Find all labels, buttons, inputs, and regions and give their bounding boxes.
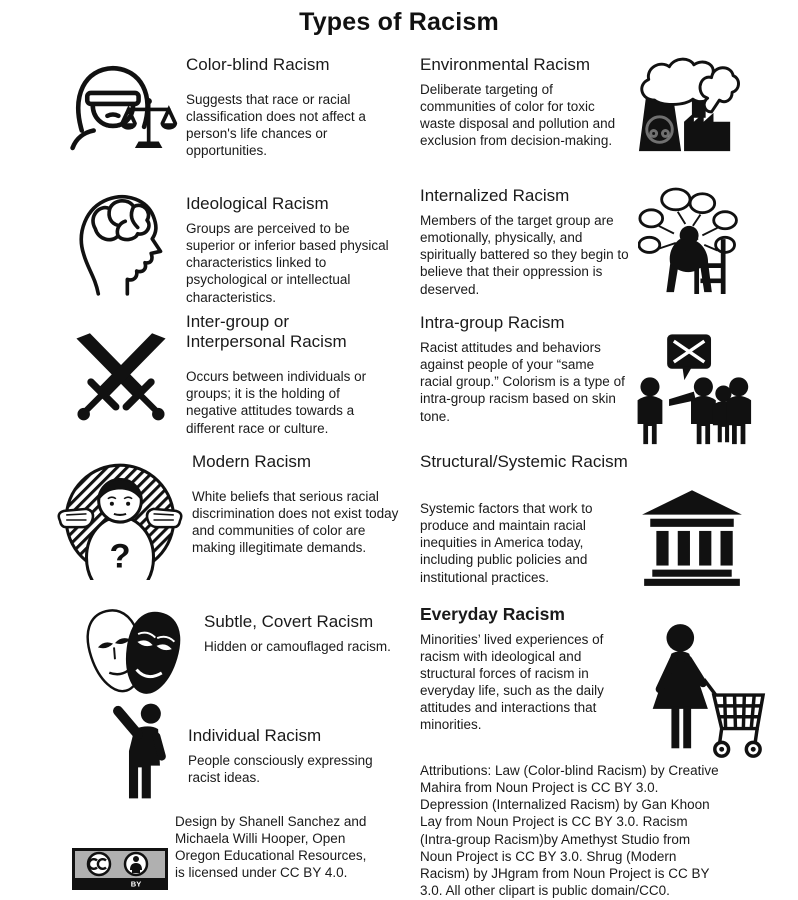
section-title: Color-blind Racism [186,55,330,74]
section-title: Internalized Racism [420,186,570,205]
badge-label: BY [130,879,142,889]
section-color-blind [68,55,391,160]
section-title: Intra-group Racism [420,313,565,332]
woman-shopping-cart-icon [631,618,769,781]
section-everyday [420,604,769,781]
section-body: Groups are perceived to be superior or inferior based physical characteristics linked to psychological or intellectual characteristics. [186,221,389,305]
brain-head-icon [58,186,178,298]
bank-building-icon [636,484,748,586]
section-body: People consciously expressing racist ideas. [188,753,373,786]
section-ideological [58,186,396,306]
section-body: Members of the target group are emotionally, physically, and spiritually battered so they begin to believe that their oppression is deserved. [420,213,629,297]
section-body: Minorities’ lived experiences of racism with ideological and structural forces of racism in everyday life, such as the daily attitudes and interactions that minorities. [420,631,604,733]
section-title: Inter-group or Interpersonal Racism [186,312,347,352]
section-title: Modern Racism [192,452,312,471]
section-title: Subtle, Covert Racism [204,612,374,631]
section-body: White beliefs that serious racial discrimination does not exist today and communities of color are making illegitimate demands. [192,489,399,556]
page-title: Types of Racism [299,8,499,36]
attributions-text: Attributions: Law (Color-blind Racism) by Creative Mahira from Noun Project is CC BY 3.0. Depression (Internalized Racism) by Gan Khoon Lay from Noun Project is CC BY 3.0. Racism (Intra-group Racism)by Amethyst Studio from Noun Project is CC BY 3.0. Shrug (Modern Racism) by JHgram from Noun Project is CC BY 3.0. All other clipart is public domain/CC0. [420,763,719,898]
shrug-question-icon [54,458,186,580]
section-individual [98,700,398,802]
scales-of-justice-icon [68,59,178,159]
section-internalized [420,186,744,298]
design-credit: Design by Shanell Sanchez and Michaela Willi Hooper, Open Oregon Educational Resources, is licensed under CC BY 4.0. [175,814,367,881]
section-title: Environmental Racism [420,55,591,74]
theater-masks-icon [72,596,194,702]
section-intragroup [420,313,753,447]
section-structural [420,452,748,586]
section-intergroup [64,312,386,437]
section-title: Ideological Racism [186,194,329,213]
section-body: Deliberate targeting of communities of color for toxic waste disposal and pollution and exclusion from decision-making. [420,82,616,149]
section-modern [54,452,402,580]
section-title: Individual Racism [188,726,322,745]
group-pointing-icon [629,321,753,447]
cc-by-license-badge [72,848,168,890]
svg-text:?: ? [109,537,131,576]
section-environmental [420,55,741,158]
section-title: Everyday Racism [420,604,565,624]
factory-pollution-icon [633,55,741,158]
section-subtle-covert [72,596,414,702]
section-title: Structural/Systemic Racism [420,452,628,471]
section-body: Occurs between individuals or groups; it is the holding of negative attitudes towards a different race or culture. [186,369,367,436]
section-body: Hidden or camouflaged racism. [204,639,391,655]
section-body: Systemic factors that work to produce and maintain racial inequities in America today, including public policies and institutional practices. [420,501,593,585]
crossed-swords-icon [64,330,178,434]
depressed-person-icon [638,186,744,298]
raised-fist-person-icon [98,700,180,802]
section-body: Suggests that race or racial classification does not affect a person's life chances or opportunities. [186,92,366,159]
section-body: Racist attitudes and behaviors against people of your “same racial group.” Colorism is a type of intra-group racism based on skin tone. [420,340,625,424]
